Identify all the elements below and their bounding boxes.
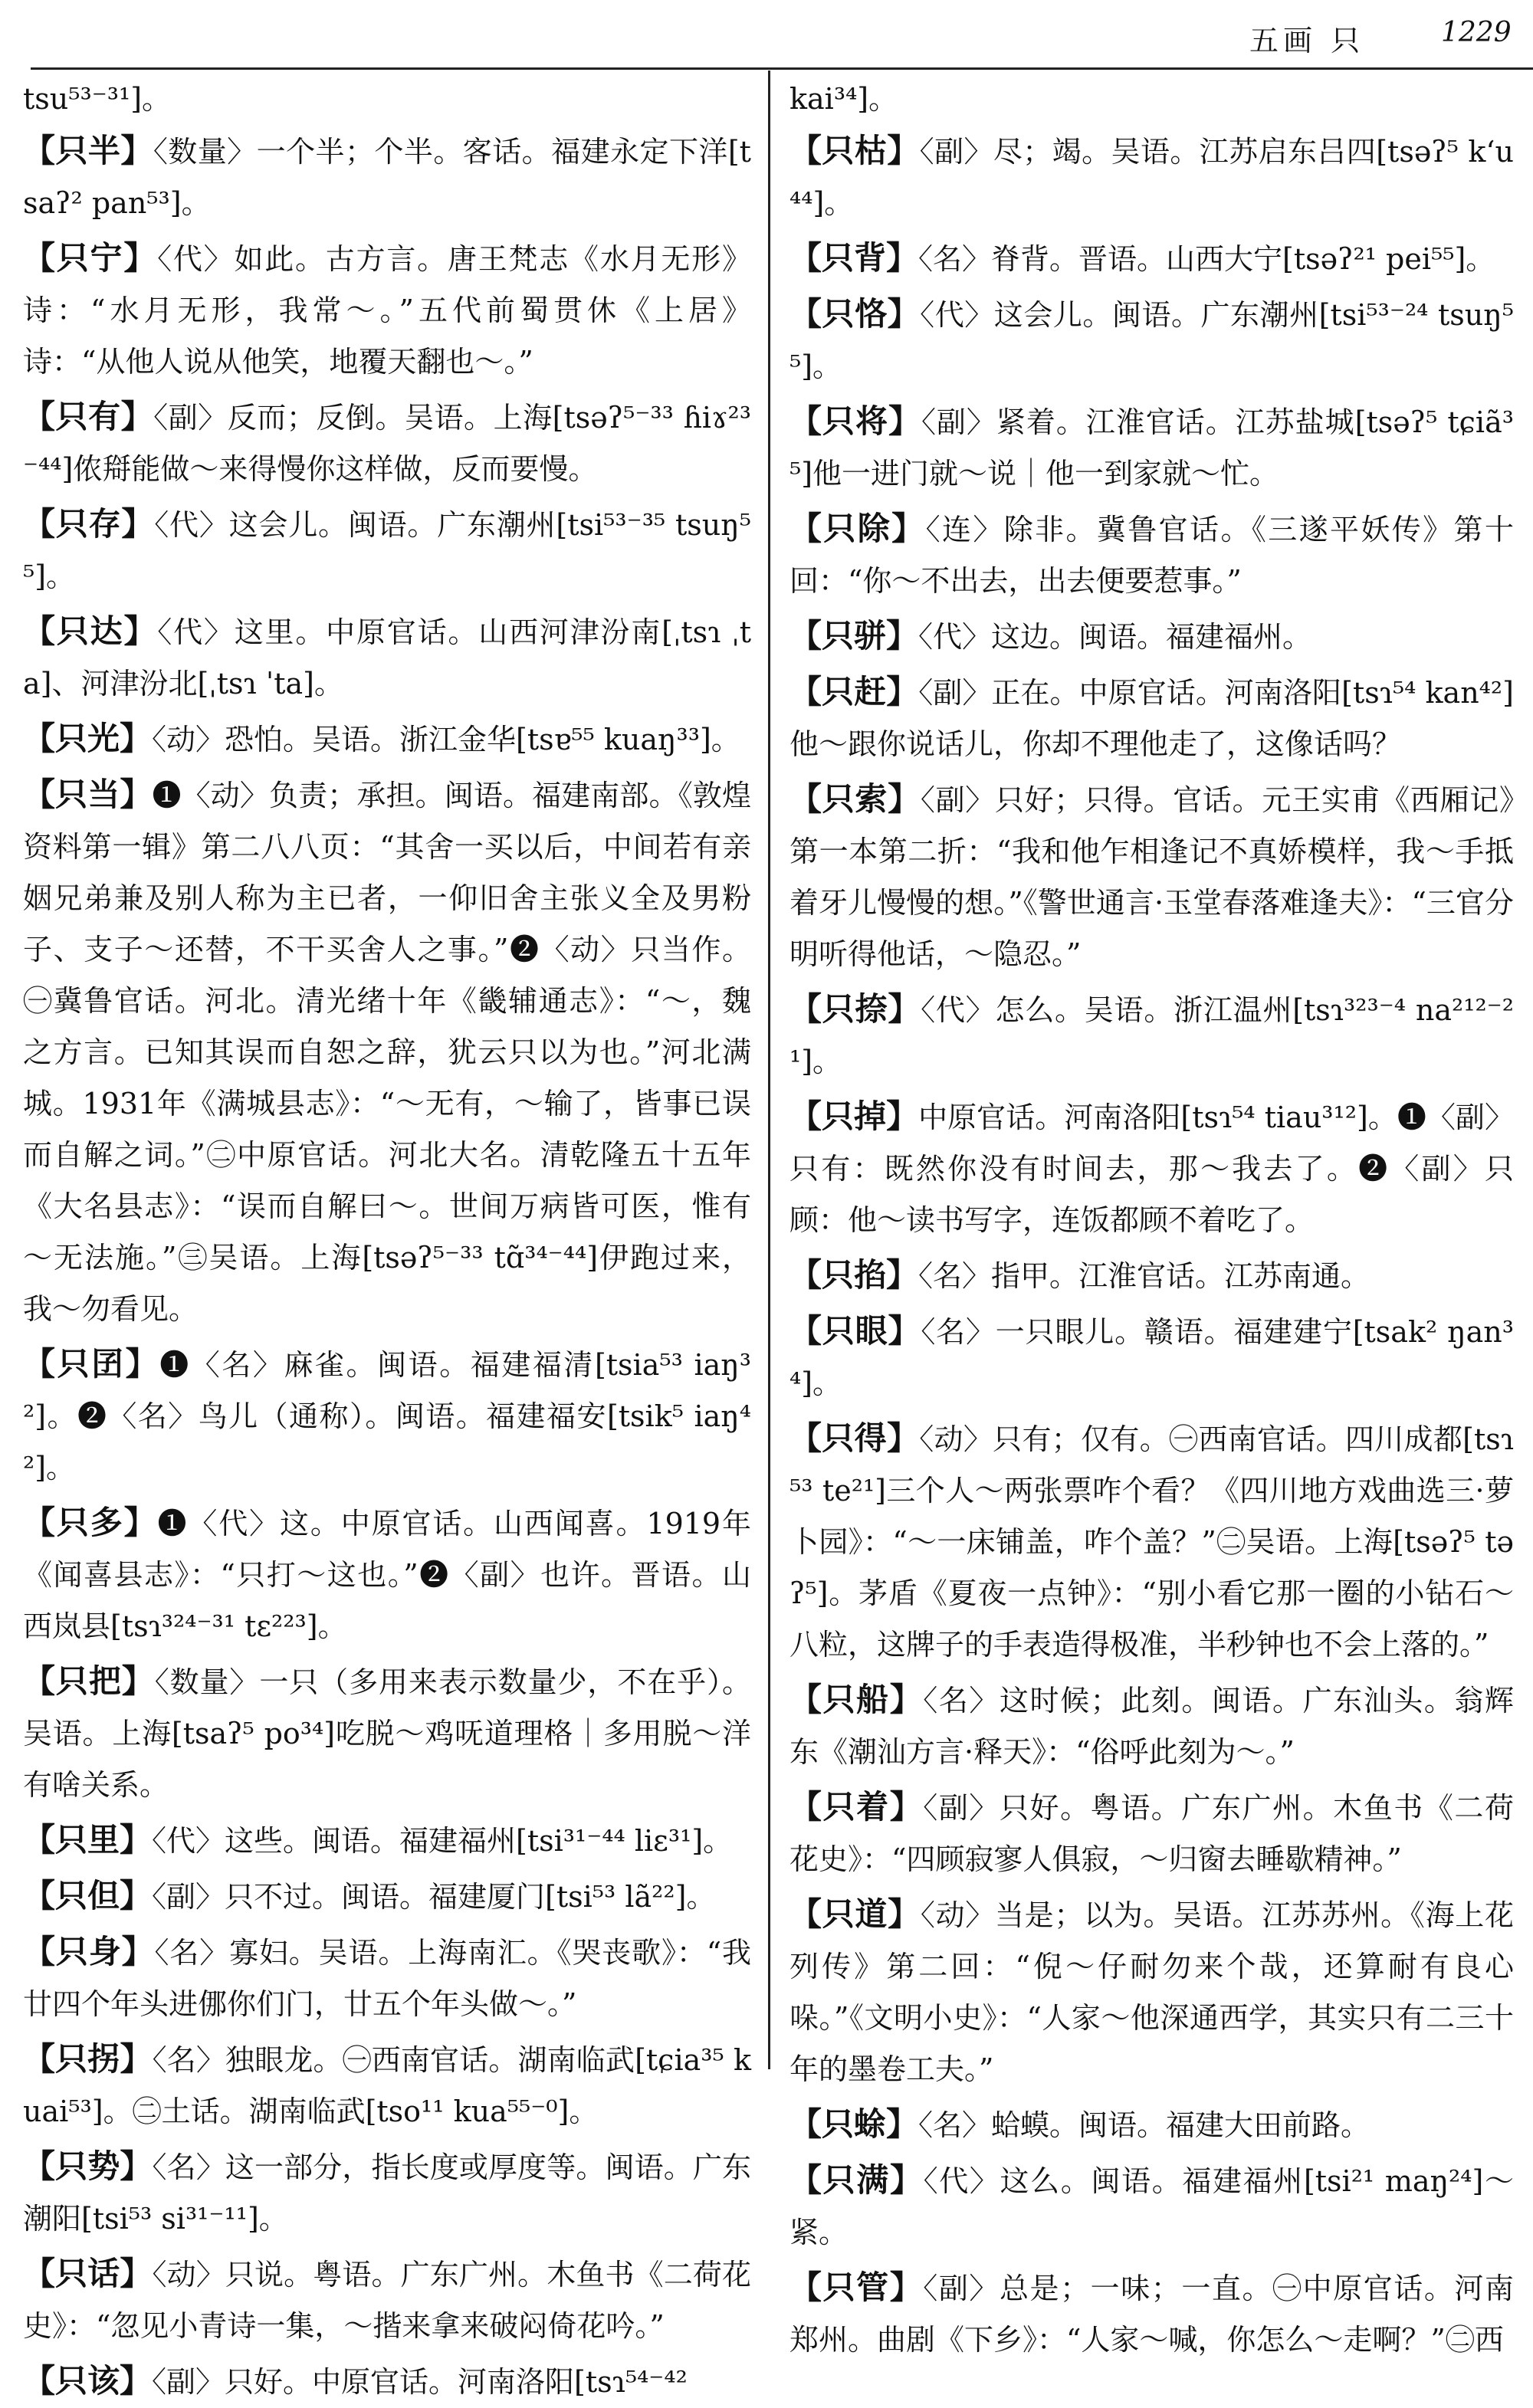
dictionary-entry [789,773,1514,980]
headword-text: 只掐 [822,1256,887,1294]
entry-headword: 【只把】 [23,1662,155,1700]
dictionary-entry [789,232,1514,285]
headword-text: 只身 [55,1933,122,1970]
dictionary-entry [789,395,1514,500]
running-head: 五画 只 [1249,24,1365,57]
entry-headword: 【只拐】 [23,2040,153,2078]
column-divider [768,71,770,2069]
dictionary-entry [789,2098,1514,2151]
headword-text: 只把 [55,1662,122,1700]
dictionary-entry [23,713,751,766]
entry-headword: 【只道】 [789,1895,921,1933]
entry-definition: 〈代〉如此。古方言。唐王梵志《水月无形》诗：“水月无形，我常～。”五代前蜀贯休《上居》诗：“从他人说从他笑，地覆天翻也～。” [23,242,751,379]
entry-definition: 〈名〉这时候；此刻。闽语。广东汕头。翁辉东《潮汕方言·释天》：“俗呼此刻为～。” [789,1684,1514,1769]
entry-headword: 【只除】 [789,510,926,547]
headword-text: 只势 [55,2147,120,2185]
entry-definition: 〈动〉只说。粤语。广东广州。木鱼书《二荷花史》：“忽见小青诗一集，～揩来拿来破闷倚花吟。” [23,2258,751,2343]
entry-definition: 〈连〉除非。冀鲁官话。《三遂平妖传》第十回：“你～不出去，出去便要惹事。” [789,513,1514,598]
entry-definition: 〈副〉只好；只得。官话。元王实甫《西厢记》第一本第二折：“我和他乍相逢记不真娇模样，我～手抵着牙儿慢慢的想。”《警世通言·玉堂春落难逢夫》：“三官分明听得他话，～隐忍。” [789,783,1514,971]
entry-headword: 【只背】 [789,239,919,277]
entry-headword: 【只光】 [23,720,153,757]
dictionary-entry [23,391,751,495]
entry-definition: 〈数量〉一只（多用来表示数量少，不在乎）。吴语。上海[tsaʔ⁵ po³⁴]吃脱～鸡呒道理格｜多用脱～洋有啥关系。 [23,1665,751,1802]
entry-definition: 〈副〉只不过。闽语。福建厦门[tsi⁵³ lã²²]。 [152,1880,716,1914]
continuation-text: tsu⁵³⁻³¹]。 [23,82,172,116]
headword-text: 只该 [55,2362,120,2400]
dictionary-entry [23,1926,751,2030]
headword-text: 只恪 [822,295,888,333]
headword-text: 只当 [55,776,120,813]
headword-text: 只除 [823,510,892,547]
headword-text: 只宁 [56,239,124,277]
entry-headword: 【只宁】 [23,239,158,277]
entry-headword: 【只有】 [23,398,154,435]
entry-definition: 中原官话。河南洛阳[tsɿ⁵⁴ tiau³¹²]。❶〈副〉只有：既然你没有时间去，那～我去了。❷〈副〉只顾：他～读书写字，连饭都顾不着吃了。 [789,1101,1514,1237]
entry-headword: 【只枯】 [789,132,920,169]
headword-text: 只达 [56,612,124,650]
entry-definition: 〈名〉这一部分，指长度或厚度等。闽语。广东潮阳[tsi⁵³ si³¹⁻¹¹]。 [23,2150,751,2236]
dictionary-entry [789,1781,1514,1885]
continuation-text: kai³⁴]。 [789,82,898,116]
entry-headword: 【只索】 [789,780,921,818]
headword-text: 只多 [56,1504,124,1541]
entry-definition: 〈副〉总是；一味；一直。㊀中原官话。河南郑州。曲剧《下乡》：“人家～喊，你怎么～走啊？”㊁西 [789,2272,1514,2357]
entry-headword: 【只捺】 [789,990,921,1028]
headword-text: 只满 [822,2161,890,2199]
dictionary-entry [23,232,751,388]
entry-definition: 〈副〉尽；竭。吴语。江苏启东吕四[tsəʔ⁵ kʻu⁴⁴]。 [789,135,1514,220]
dictionary-entry [23,2355,751,2408]
entry-definition: 〈数量〉一个半；个半。客话。福建永定下洋[tsaʔ² pan⁵³]。 [23,135,751,220]
headword-text: 只光 [55,720,120,757]
entry-definition: 〈代〉这会儿。闽语。广东潮州[tsi⁵³⁻³⁵ tsuŋ⁵⁵]。 [23,508,751,593]
dictionary-entry [789,1888,1514,2095]
entry-headword: 【只掐】 [789,1256,919,1294]
dictionary-entry [789,1305,1514,1409]
dictionary-entry [789,288,1514,392]
entry-definition: 〈名〉寡妇。吴语。上海南汇。《哭丧歌》：“我廿四个年头进㑚你们门，廿五个年头做～。” [23,1936,751,2021]
dictionary-entry [789,503,1514,607]
entry-headword: 【只掉】 [789,1097,919,1135]
entry-headword: 【只眼】 [789,1312,921,1350]
entry-headword: 【只骈】 [789,617,919,654]
entry-definition: 〈名〉脊背。晋语。山西大宁[tsəʔ²¹ pei⁵⁵]。 [918,242,1495,276]
entry-headword: 【只但】 [23,1877,153,1914]
entry-headword: 【只将】 [789,402,921,440]
headword-text: 只赶 [822,673,887,710]
dictionary-entry [23,1497,751,1652]
entry-definition: 〈代〉这边。闽语。福建福州。 [918,620,1312,654]
entry-headword: 【只恪】 [789,295,921,333]
dictionary-entry [23,2141,751,2245]
entry-headword: 【只里】 [23,1821,153,1858]
entry-definition: 〈名〉蛤蟆。闽语。福建大田前路。 [918,2108,1371,2142]
headword-text: 只拐 [55,2040,120,2078]
headword-text: 只掉 [822,1097,887,1135]
dictionary-entry [789,125,1514,229]
dictionary-entry [789,2262,1514,2366]
dictionary-entry [23,2248,751,2352]
dictionary-entry [789,610,1514,663]
page-header [0,0,1533,71]
dictionary-entry [23,1814,751,1867]
dictionary-entry [789,666,1514,770]
entry-definition: 〈代〉这么。闽语。福建福州[tsi²¹ maŋ²⁴]～紧。 [789,2164,1514,2249]
entry-headword: 【只着】 [789,1788,924,1826]
entry-headword: 【只船】 [789,1681,924,1718]
entry-headword: 【只得】 [789,1419,920,1457]
headword-text: 只蜍 [822,2105,887,2143]
headword-text: 只话 [55,2255,120,2292]
headword-text: 只背 [822,239,887,277]
entry-definition: 〈副〉只好。粤语。广东广州。木鱼书《二荷花史》：“四顾寂寥人俱寂，～归窗去睡歇精神。” [789,1791,1514,1876]
entry-headword: 【只满】 [789,2161,924,2199]
header-rule [31,67,1533,70]
entry-definition: 〈名〉独眼龙。㊀西南官话。湖南临武[tɕia³⁵ kuai⁵³]。㊁土话。湖南临武[tso¹¹ kua⁵⁵⁻⁰]。 [23,2043,751,2128]
entry-definition: ❶〈动〉负责；承担。闽语。福建南部。《敦煌资料第一辑》第二八八页：“其舍一买以后，中间若有亲姻兄弟兼及别人称为主已者，一仰旧舍主张义全及男粉子、支子～还替，不干买舍人之事。”❷〈动〉只当作。㊀冀鲁官话。河北。清光绪十年《畿辅通志》：“～，魏之方言。已知其误而自恕之辞，犹云只以为也。”河北满城。1931年《满城县志》：“～无有，～输了，皆事已误而自解之词。”㊁中原官话。河北大名。清乾隆五十五年《大名县志》：“误而自解曰～。世间万病皆可医，惟有～无法施。”㊂吴语。上海[tsəʔ⁵⁻³³ tɑ̃³⁴⁻⁴⁴]伊跑过来，我～勿看见。 [23,779,751,1326]
entry-definition: 〈副〉紧着。江淮官话。江苏盐城[tsəʔ⁵ tɕiã³⁵]他一进门就～说｜他一到家就～忙。 [789,405,1514,490]
dictionary-entry [789,1674,1514,1778]
dictionary-entry [23,769,751,1335]
entry-definition: 〈名〉一只眼儿。赣语。福建建宁[tsak² ŋan³⁴]。 [789,1315,1514,1400]
entry-definition: 〈代〉这些。闽语。福建福州[tsi³¹⁻⁴⁴ liɛ³¹]。 [152,1824,733,1858]
page-number: 1229 [1441,17,1512,48]
entry-headword: 【只身】 [23,1933,155,1970]
headword-text: 只半 [55,132,121,169]
entry-definition: 〈副〉正在。中原官话。河南洛阳[tsɿ⁵⁴ kan⁴²]他～跟你说话儿，你却不理他走了，这像话吗？ [789,676,1514,761]
headword-text: 只道 [822,1895,888,1933]
entry-headword: 【只该】 [23,2362,153,2400]
headword-text: 只将 [822,402,888,440]
dictionary-entry [23,1655,751,1811]
dictionary-entry [789,1249,1514,1302]
right-column [789,74,1514,2357]
headword-text: 只捺 [822,990,888,1028]
entry-definition: ❶〈名〉麻雀。闽语。福建福清[tsia⁵³ iaŋ³²]。❷〈名〉鸟儿（通称）。闽语。福建福安[tsik⁵ iaŋ⁴²]。 [23,1348,751,1484]
headword-text: 只骈 [822,617,887,654]
headword-text: 只索 [822,780,888,818]
headword-text: 只里 [55,1821,120,1858]
entry-headword: 【只囝】 [23,1345,160,1383]
entry-definition: 〈动〉恐怕。吴语。浙江金华[tsɐ⁵⁵ kuaŋ³³]。 [152,723,740,756]
dictionary-entry [23,605,751,710]
dictionary-entry [23,498,751,602]
entry-definition: 〈副〉反而；反倒。吴语。上海[tsəʔ⁵⁻³³ ɦiɤ²³⁻⁴⁴]侬搿能做～来得慢你这样做，反而要慢。 [23,401,751,486]
entry-definition: 〈动〉当是；以为。吴语。江苏苏州。《海上花列传》第二回：“倪～仔耐勿来个哉，还算耐有良心哚。”《文明小史》：“人家～他深通西学，其实只有二三十年的墨卷工夫。” [789,1898,1514,2086]
headword-text: 只有 [55,398,121,435]
headword-text: 只眼 [822,1312,888,1350]
dictionary-entry [23,1870,751,1923]
headword-text: 只囝 [57,1345,126,1383]
entry-headword: 【只蜍】 [789,2105,919,2143]
dictionary-entry [789,1091,1514,1246]
entry-headword: 【只达】 [23,612,158,650]
entry-headword: 【只势】 [23,2147,153,2185]
headword-text: 只管 [822,2269,890,2306]
headword-text: 只着 [822,1788,890,1826]
entry-definition: 〈动〉只有；仅有。㊀西南官话。四川成都[tsɿ⁵³ te²¹]三个人～两张票咋个看？《四川地方戏曲选三·萝卜园》：“～一床铺盖，咋个盖？”㊁吴语。上海[tsəʔ⁵ təʔ⁵]。茅盾《夏夜一点钟》：“别小看它那一圈的小钻石～八粒，这牌子的手表造得极准，半秒钟也不会上落的。” [789,1422,1514,1662]
entry-headword: 【只管】 [789,2269,924,2306]
entry-definition: 〈副〉只好。中原官话。河南洛阳[tsɿ⁵⁴⁻⁴² [152,2365,688,2399]
entry-headword: 【只话】 [23,2255,153,2292]
entry-headword: 【只存】 [23,505,155,543]
dictionary-entry [23,2033,751,2137]
entry-headword: 【只多】 [23,1504,158,1541]
headword-text: 只但 [55,1877,120,1914]
dictionary-entry [789,983,1514,1088]
headword-text: 只得 [822,1419,887,1457]
headword-text: 只船 [822,1681,890,1718]
entry-definition: 〈代〉怎么。吴语。浙江温州[tsɿ³²³⁻⁴ na²¹²⁻²¹]。 [789,993,1514,1078]
headword-text: 只枯 [822,132,888,169]
entry-definition: 〈代〉这里。中原官话。山西河津汾南[ˌtsɿ ˌta]、河津汾北[ˌtsɿ ˈta]。 [23,615,751,700]
dictionary-entry [789,1412,1514,1671]
entry-headword: 【只赶】 [789,673,919,710]
entry-definition: 〈代〉这会儿。闽语。广东潮州[tsi⁵³⁻²⁴ tsuŋ⁵⁵]。 [789,298,1514,383]
entry-headword: 【只当】 [23,776,153,813]
dictionary-entry [789,2154,1514,2259]
dictionary-entry [23,1338,751,1494]
headword-text: 只存 [55,505,122,543]
entry-definition: 〈名〉指甲。江淮官话。江苏南通。 [918,1259,1371,1293]
dictionary-entry [23,125,751,229]
entry-headword: 【只半】 [23,132,153,169]
entry-definition: ❶〈代〉这。中原官话。山西闻喜。1919年《闻喜县志》：“只打～这也。”❷〈副〉也许。晋语。山西岚县[tsɿ³²⁴⁻³¹ tɛ²²³]。 [23,1507,751,1643]
left-column [23,74,751,2400]
